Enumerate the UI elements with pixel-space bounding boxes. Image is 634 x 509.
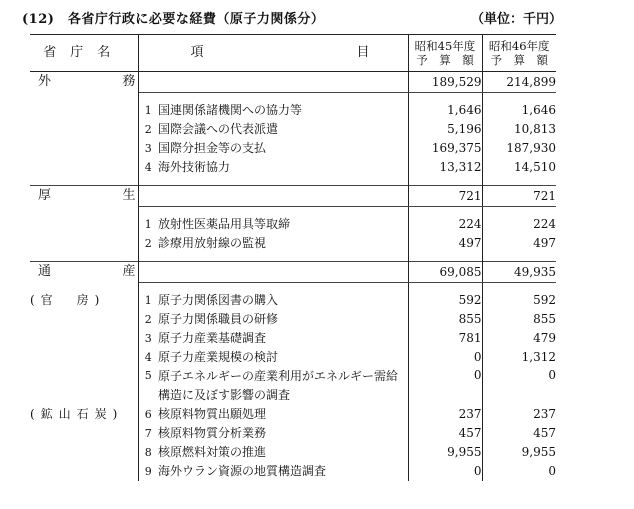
ministry-row-gaimu — [30, 72, 556, 93]
header-year45-line1: 昭和45年度 — [414, 39, 476, 53]
ministry-total-46: 214,899 — [482, 72, 556, 93]
table-row: 2 診療用放射線の監視 497 497 — [30, 234, 556, 253]
page-title: (12) 各省庁行政に必要な経費（原子力関係分） — [22, 12, 325, 27]
table-row: 2 国際会議への代表派遣 5,196 10,813 — [30, 120, 556, 139]
ministry-name: 通 産 — [30, 262, 138, 283]
table-row: 7 核原料物質分析業務 457 457 — [30, 424, 556, 443]
ministry-total-45: 721 — [408, 186, 482, 207]
table-row: (鉱山石炭) 6 核原料物質出願処理 237 237 — [30, 405, 556, 424]
table-header-row — [30, 35, 556, 72]
table-row: 9 海外ウラン資源の地質構造調査 0 0 — [30, 462, 556, 481]
header-year45-line2: 予 算 額 — [416, 53, 474, 67]
unit-label: （単位：千円） — [470, 12, 562, 27]
table-row: 8 核原燃料対策の推進 9,955 9,955 — [30, 443, 556, 462]
table-row: (官 房) 1 原子力関係図書の購入 592 592 — [30, 291, 556, 310]
header-ministry: 省庁名 — [30, 35, 138, 72]
ministry-name: 外 務 — [30, 72, 138, 93]
ministry-row-kosei — [30, 186, 556, 207]
ministry-total-45: 69,085 — [408, 262, 482, 283]
table-row: 5 原子エネルギーの産業利用がエネルギー需給構造に及ぼす影響の調査 0 0 — [30, 367, 556, 405]
header-item — [138, 35, 408, 72]
table-row: 1 国連関係諸機関への協力等 1,646 1,646 — [30, 101, 556, 120]
header-item-left: 項 — [190, 45, 204, 60]
table-row: 3 原子力産業基礎調査 781 479 — [30, 329, 556, 348]
header-year46-line1: 昭和46年度 — [488, 39, 550, 53]
budget-table — [30, 34, 556, 481]
ministry-total-45: 189,529 — [408, 72, 482, 93]
table-row: 1 放射性医薬品用具等取締 224 224 — [30, 215, 556, 234]
table-row: 4 海外技術協力 13,312 14,510 — [30, 158, 556, 177]
header-year46-line2: 予 算 額 — [490, 53, 548, 67]
ministry-name: 厚 生 — [30, 186, 138, 207]
ministry-total-46: 49,935 — [482, 262, 556, 283]
header-year46 — [482, 35, 556, 72]
header-year45 — [408, 35, 482, 72]
table-row: 3 国際分担金等の支払 169,375 187,930 — [30, 139, 556, 158]
header-item-right: 目 — [356, 45, 370, 60]
page-heading — [0, 6, 634, 30]
sub-bureau-label: (鉱山石炭) — [30, 405, 138, 424]
ministry-row-tsusan — [30, 262, 556, 283]
sub-bureau-label: (官 房) — [30, 291, 138, 310]
ministry-total-46: 721 — [482, 186, 556, 207]
table-row: 4 原子力産業規模の検討 0 1,312 — [30, 348, 556, 367]
table-row: 2 原子力関係職員の研修 855 855 — [30, 310, 556, 329]
